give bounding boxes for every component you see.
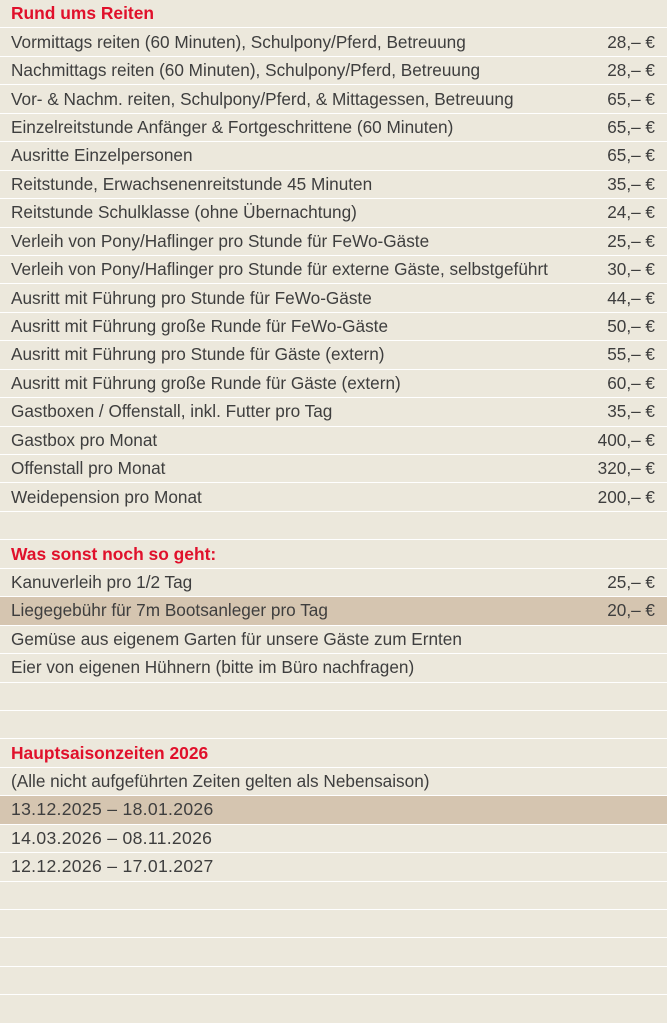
- item-label: Gemüse aus eigenem Garten für unsere Gäste zum Ernten: [11, 628, 462, 649]
- item-label: Kanuverleih pro 1/2 Tag: [11, 571, 193, 592]
- item-price: 65,– €: [607, 88, 655, 109]
- empty-row: [0, 683, 667, 711]
- item-label: 12.12.2026 – 17.01.2027: [11, 856, 214, 877]
- list-item: [0, 654, 667, 682]
- item-label: Vor- & Nachm. reiten, Schulpony/Pferd, & Mittagessen, Betreuung: [11, 88, 514, 109]
- list-item: [0, 341, 667, 369]
- empty-row: [0, 995, 667, 1023]
- list-item: [0, 57, 667, 85]
- item-price: 25,– €: [607, 230, 655, 251]
- item-price: 50,– €: [607, 316, 655, 337]
- item-label: Ausritt mit Führung pro Stunde für FeWo-Gäste: [11, 287, 372, 308]
- item-label: Verleih von Pony/Haflinger pro Stunde für externe Gäste, selbstgeführt: [11, 259, 548, 280]
- empty-row: [0, 711, 667, 739]
- item-label: Weidepension pro Monat: [11, 486, 202, 507]
- list-item: [0, 569, 667, 597]
- item-price: 44,– €: [607, 287, 655, 308]
- list-item: [0, 228, 667, 256]
- item-label: Reitstunde, Erwachsenenreitstunde 45 Minuten: [11, 173, 373, 194]
- list-item: [0, 114, 667, 142]
- item-label: Ausritt mit Führung große Runde für Gäste (extern): [11, 372, 401, 393]
- item-price: 35,– €: [607, 401, 655, 422]
- item-label: Eier von eigenen Hühnern (bitte im Büro nachfragen): [11, 657, 415, 678]
- item-price: 65,– €: [607, 145, 655, 166]
- section-heading-sonst: [0, 540, 667, 568]
- section-title: Rund ums Reiten: [11, 3, 154, 24]
- list-item: [0, 85, 667, 113]
- list-item: [0, 284, 667, 312]
- list-item: [0, 483, 667, 511]
- item-label: Ausritte Einzelpersonen: [11, 145, 193, 166]
- item-price: 24,– €: [607, 202, 655, 223]
- item-price: 55,– €: [607, 344, 655, 365]
- section-title: Hauptsaisonzeiten 2026: [11, 742, 209, 763]
- list-item: [0, 199, 667, 227]
- item-price: 200,– €: [597, 486, 655, 507]
- list-item: [0, 796, 667, 824]
- empty-row: [0, 512, 667, 540]
- list-item: [0, 626, 667, 654]
- item-label: Nachmittags reiten (60 Minuten), Schulpony/Pferd, Betreuung: [11, 60, 481, 81]
- section-heading-saison: [0, 739, 667, 767]
- list-item: [0, 142, 667, 170]
- list-item: [0, 455, 667, 483]
- empty-row: [0, 910, 667, 938]
- item-label: Liegegebühr für 7m Bootsanleger pro Tag: [11, 600, 328, 621]
- section-heading-reiten: [0, 0, 667, 28]
- item-label: Reitstunde Schulklasse (ohne Übernachtung): [11, 202, 357, 223]
- list-item: [0, 256, 667, 284]
- item-price: 35,– €: [607, 173, 655, 194]
- empty-row: [0, 882, 667, 910]
- item-label: 13.12.2025 – 18.01.2026: [11, 799, 214, 820]
- item-label: 14.03.2026 – 08.11.2026: [11, 827, 213, 848]
- item-price: 28,– €: [607, 60, 655, 81]
- item-price: 400,– €: [597, 429, 655, 450]
- item-price: 28,– €: [607, 31, 655, 52]
- item-label: Offenstall pro Monat: [11, 458, 166, 479]
- item-label: Einzelreitstunde Anfänger & Fortgeschrittene (60 Minuten): [11, 116, 454, 137]
- item-label: Ausritt mit Führung pro Stunde für Gäste (extern): [11, 344, 385, 365]
- item-label: Gastboxen / Offenstall, inkl. Futter pro Tag: [11, 401, 333, 422]
- item-price: 320,– €: [597, 458, 655, 479]
- empty-row: [0, 967, 667, 995]
- item-price: 25,– €: [607, 571, 655, 592]
- item-label: Verleih von Pony/Haflinger pro Stunde für FeWo-Gäste: [11, 230, 430, 251]
- item-label: (Alle nicht aufgeführten Zeiten gelten als Nebensaison): [11, 771, 430, 792]
- list-item: [0, 28, 667, 56]
- item-price: 30,– €: [607, 259, 655, 280]
- list-item: [0, 853, 667, 881]
- item-label: Ausritt mit Führung große Runde für FeWo-Gäste: [11, 316, 389, 337]
- item-label: Vormittags reiten (60 Minuten), Schulpony/Pferd, Betreuung: [11, 31, 466, 52]
- item-price: 20,– €: [607, 600, 655, 621]
- item-price: 65,– €: [607, 116, 655, 137]
- list-item: [0, 398, 667, 426]
- empty-row: [0, 938, 667, 966]
- list-item: [0, 313, 667, 341]
- list-item: [0, 427, 667, 455]
- item-price: 60,– €: [607, 372, 655, 393]
- item-label: Gastbox pro Monat: [11, 429, 158, 450]
- list-item: [0, 171, 667, 199]
- list-item: [0, 370, 667, 398]
- section-title: Was sonst noch so geht:: [11, 543, 217, 564]
- list-item: [0, 825, 667, 853]
- list-item: [0, 768, 667, 796]
- list-item: [0, 597, 667, 625]
